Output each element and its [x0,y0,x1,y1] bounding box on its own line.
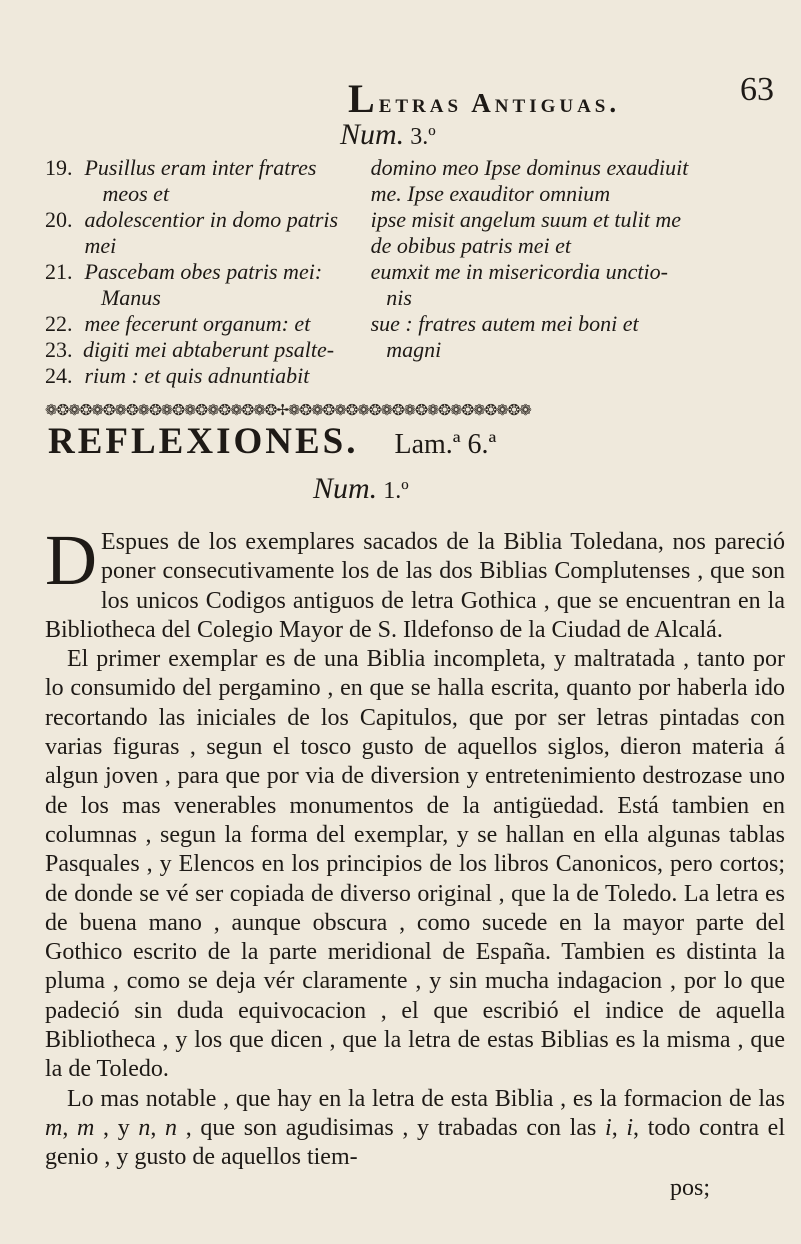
verse-left-column: Manus [100,285,161,310]
section-number-heading [313,472,409,506]
verse-left-column: Pascebam obes patris mei: [84,259,323,284]
drop-cap: D [45,520,97,600]
verse-left-column: Pusillus eram inter fratres [84,155,317,180]
verse-number: 23. [45,337,73,362]
paragraph-1-text: Espues de los exemplares sacados de la Biblia Toledana, nos pareció poner consecutivamente los de las dos Biblias Complutenses , que son los unicos Codigos antiguos de letra Gothica , que se encuentran en la Bibliotheca del Colegio Mayor de S. Ildefonso de la Ciudad de Alcalá. [45,529,785,643]
letter-example: n [165,1114,178,1141]
section-number-prefix: Num. [313,472,378,505]
verse-left-column: meos et [102,181,170,206]
paragraph-3-text-c: , todo contra el genio , y gusto de aquellos tiem- [45,1114,785,1171]
verse-row [45,285,785,311]
verse-right-column: nis [386,285,412,310]
verse-right-column: magni [386,337,442,362]
paragraph-3-text-a: Lo mas notable , que hay en la letra de esta Biblia , es la formacion de las [67,1085,785,1112]
verse-row [45,233,785,259]
verse-row [45,207,785,233]
verse-left-column: digiti mei abtaberunt psalte- [82,337,335,362]
verse-number: 24. [45,363,73,388]
running-title: Letras Antiguas. [348,76,621,121]
verse-right-column: sue : fratres autem mei boni et [370,311,639,336]
ornamental-border: ❁❂❁❂❁❂❁❂❁❂❁❂❁❂❁❂❁❂❁❂✢❁❂❁❂❁❂❁❂❁❂❁❂❁❂❁❂❁❂❁❂❁ [45,403,531,419]
reflexiones-title: REFLEXIONES. [48,421,359,462]
verse-left-column: adolescentior in domo patris [84,207,339,232]
separator: , y [94,1114,139,1141]
letter-example: n [138,1114,151,1141]
latin-transcription [45,155,785,389]
separator: , [150,1114,166,1141]
verse-right-column: me. Ipse exauditor omnium [370,181,611,206]
verse-left-column: mei [84,233,117,258]
letter-example: i [626,1114,634,1141]
section-title [48,420,788,470]
verse-row [45,155,785,181]
verse-number: 22. [45,311,73,336]
verse-left-column: mee fecerunt organum: et [84,311,311,336]
verse-right-column: de obibus patris mei et [370,233,572,258]
verse-row [45,337,785,363]
verse-row [45,311,785,337]
lamina-reference: Lam.ª 6.ª [394,429,497,460]
verse-number: 19. [45,155,73,180]
verse-number: 21. [45,259,73,284]
catchword: pos; [670,1175,711,1201]
latin-number-suffix: 3.º [410,124,436,150]
verse-number: 20. [45,207,73,232]
section-number-suffix: 1.º [383,478,409,504]
verse-row [45,259,785,285]
verse-right-column: domino meo Ipse dominus exaudiuit [370,155,689,180]
body-text [45,520,785,1173]
verse-right-column: ipse misit angelum suum et tulit me [370,207,682,232]
separator: , [611,1114,627,1141]
latin-number-heading [340,118,436,152]
verse-row [45,181,785,207]
paragraph-3 [45,1085,785,1173]
paragraph-2: El primer exemplar es de una Biblia incompleta, y maltratada , tanto por lo consumido del pergamino , en que se halla escrita, quanto por haberla ido recortando las iniciales de los Capitulos, que por ser letras pintadas con varias figuras , segun el tosco gusto de aquellos siglos, dieron materia á algun joven , para que por via de diversion y entretenimiento destrozase uno de los mas venerables monumentos de la antigüedad. Está tambien en columnas , segun la forma del exemplar, y se hallan en ella algunas tablas Pasquales , y Elencos en los principios de los libros Canonicos, pero cortos; de donde se vé ser copiada de diverso original , que la de Toledo. La letra es de buena mano , aunque obscura , como sucede en la mayor parte del Gothico escrito de la parte meridional de España. Tambien es distinta la pluma , como se deja vér claramente , y sin mucha indagacion , por lo que padeció sin duda equivocacion , el que escribió el indice de aquella Bibliotheca , y los que dicen , que la letra de estas Biblias es la misma , que la de Toledo. [45,646,785,1083]
page-header [0,71,801,121]
verse-row [45,363,785,389]
separator: , [62,1114,78,1141]
letter-example: m [77,1114,95,1141]
paragraph-1 [45,520,785,645]
verse-right-column: eumxit me in misericordia unctio- [370,259,668,284]
latin-number-prefix: Num. [340,118,405,151]
letter-example: i [605,1114,612,1141]
paragraph-3-text-b: , que son agudisimas , y trabadas con las [177,1114,606,1141]
letter-example: m [45,1114,63,1141]
verse-left-column: rium : et quis adnuntiabit [84,363,310,388]
page-number: 63 [740,71,774,108]
